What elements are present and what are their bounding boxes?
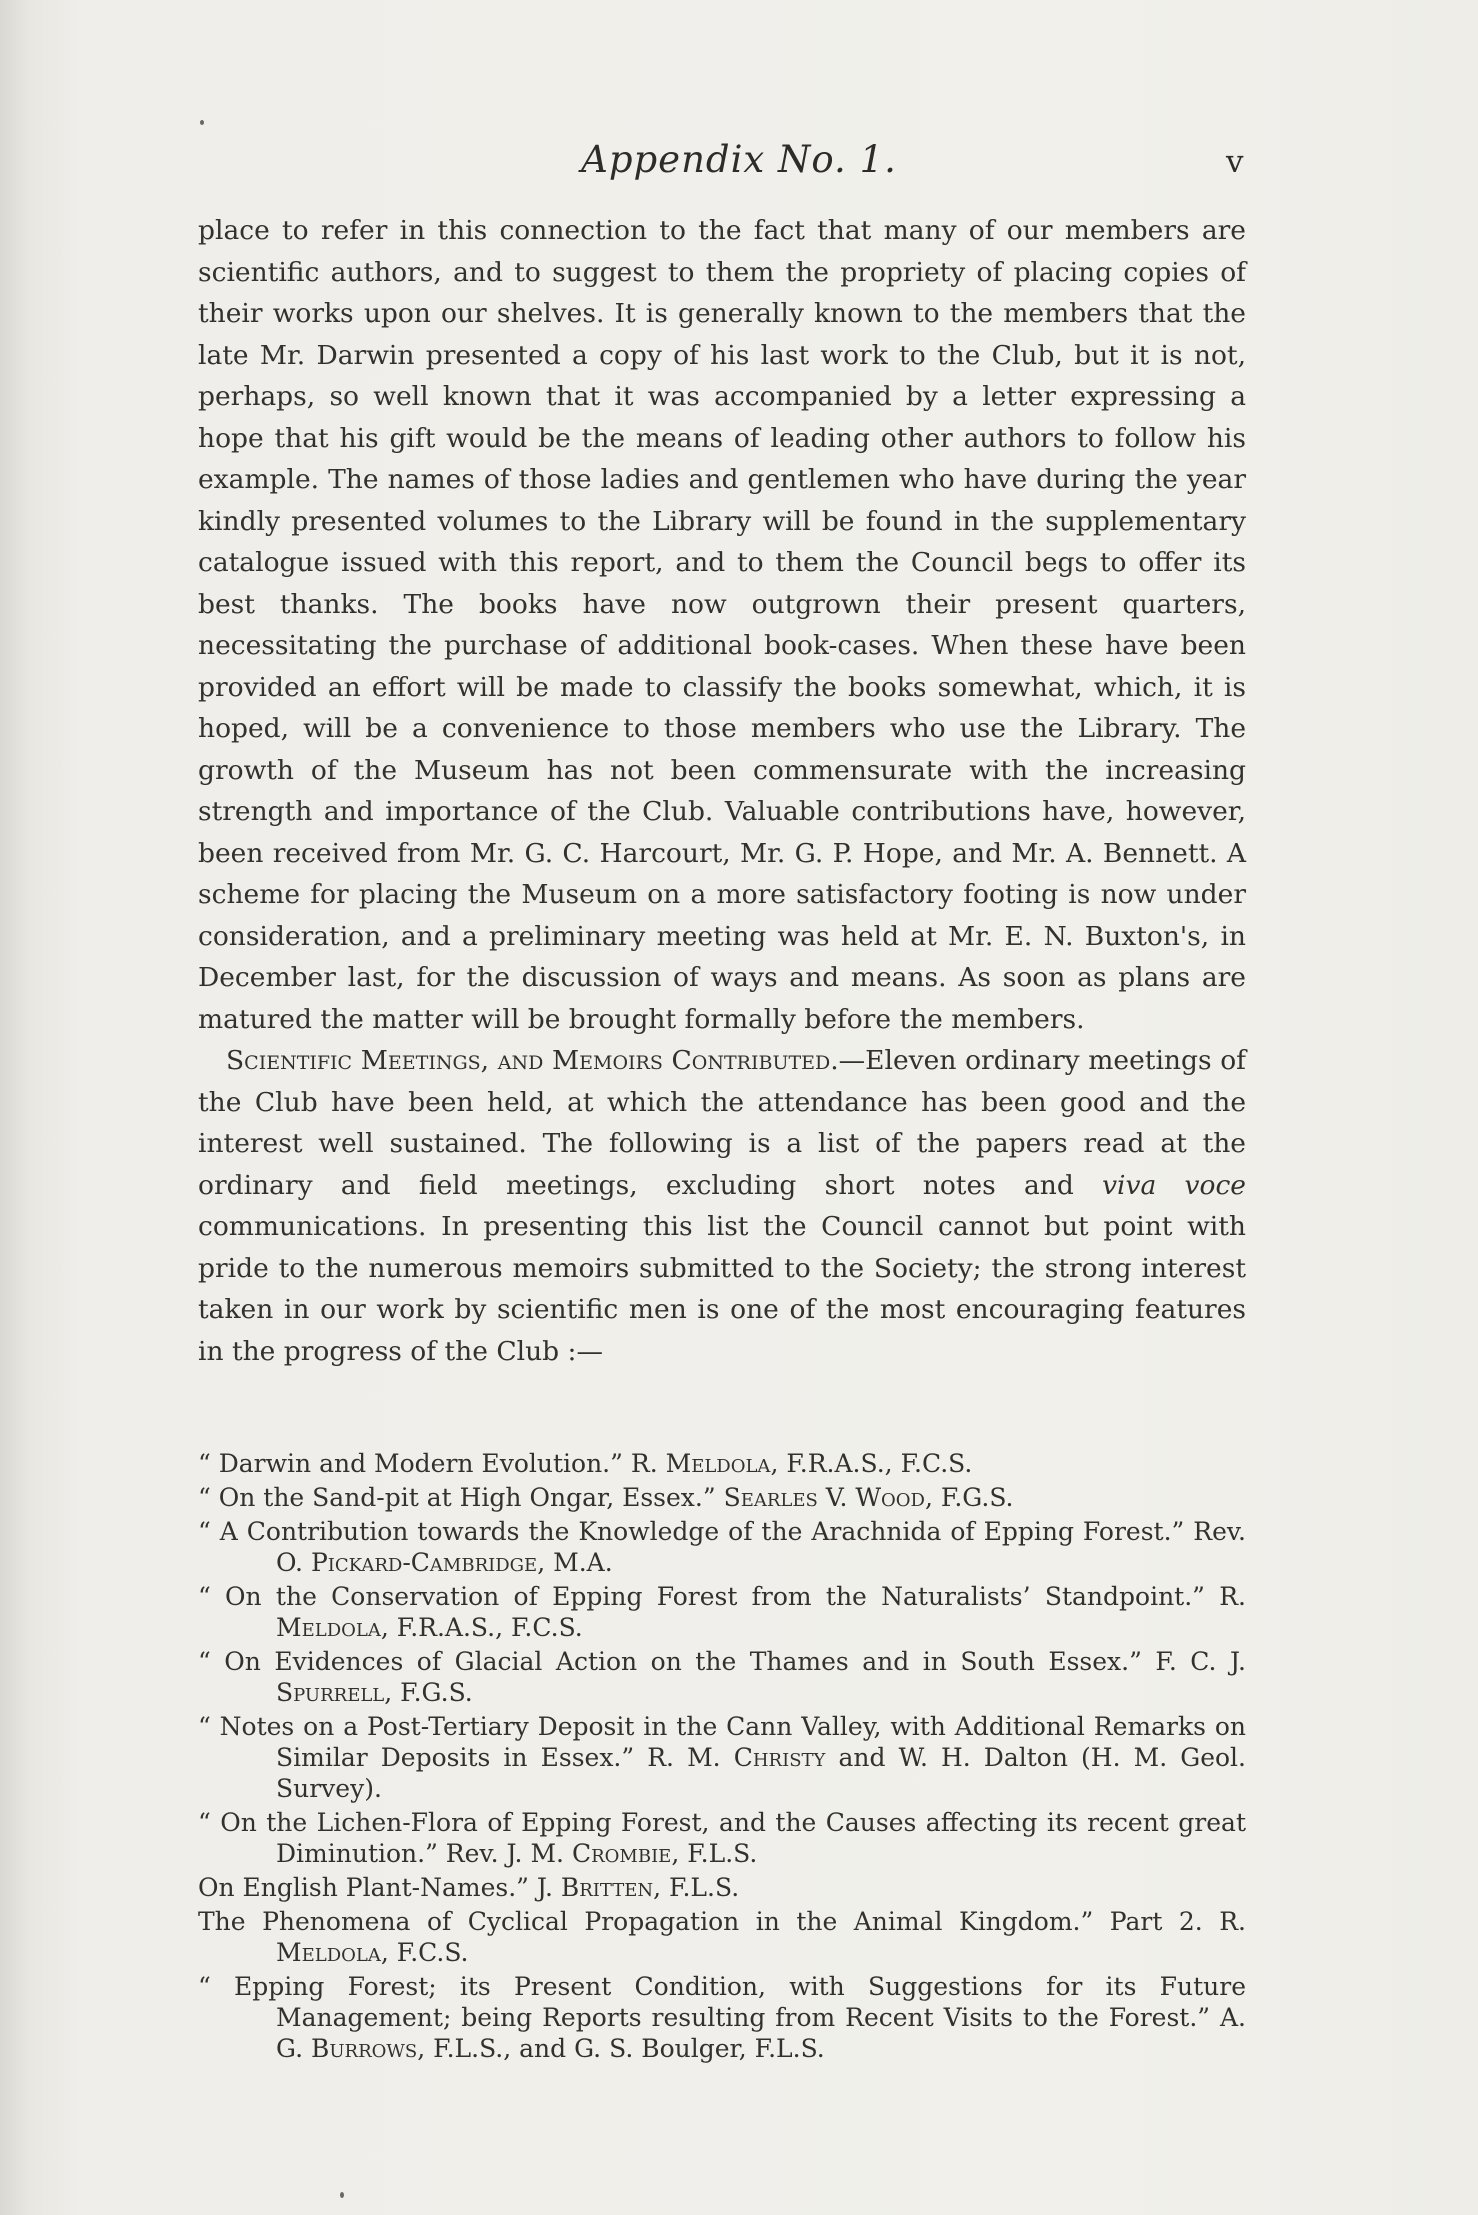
paper-author: Meldola [276, 1613, 381, 1642]
paper-title: “ A Contribution towards the Knowledge of the Arachnida of Epping Forest.” Rev. O. [198, 1517, 1246, 1577]
paper-title: “ Epping Forest; its Present Condition, with Suggestions for its Future Management; being Reports resulting from Recent Visits to the Forest.” A. G. [198, 1972, 1246, 2063]
paper-author: Britten [560, 1873, 654, 1902]
paper-credentials: , F.R.A.S., F.C.S. [770, 1449, 973, 1478]
body-text [198, 210, 1246, 1372]
paper-credentials: , F.C.S. [380, 1938, 469, 1967]
paper-entry [198, 1482, 1246, 1513]
running-head [0, 138, 1478, 188]
paper-title: “ On the Lichen-Flora of Epping Forest, and the Causes affecting its recent great Diminution.” Rev. J. M. [198, 1808, 1246, 1868]
paper-author: Crombie [571, 1839, 672, 1868]
paper-credentials: , F.G.S. [384, 1678, 473, 1707]
paper-credentials: , M.A. [537, 1548, 613, 1577]
paper-title: The Phenomena of Cyclical Propagation in the Animal Kingdom.” Part 2. R. [198, 1907, 1246, 1936]
paper-entry [198, 1448, 1246, 1479]
paragraph-text-part2: communications. In presenting this list the Council cannot but point with pride to the numerous memoirs submitted to the Society; the strong interest taken in our work by scientific men is one of the most encouraging features in the progress of the Club :— [198, 1211, 1246, 1367]
paper-author: R. Meldola [630, 1449, 771, 1478]
paper-entry [198, 1807, 1246, 1869]
paper-entry [198, 1971, 1246, 2064]
italic-phrase: viva voce [1102, 1169, 1246, 1201]
paper-credentials: , F.L.S. [671, 1839, 758, 1868]
paper-entry [198, 1516, 1246, 1578]
paragraph-scientific-meetings [198, 1040, 1246, 1372]
paper-credentials: , F.L.S., and G. S. Boulger, F.L.S. [417, 2034, 825, 2063]
paper-entry [198, 1872, 1246, 1903]
paper-credentials: , F.R.A.S., F.C.S. [380, 1613, 583, 1642]
paper-author: Christy [733, 1743, 826, 1772]
section-heading: Scientific Meetings, and Memoirs Contributed. [226, 1045, 839, 1076]
paper-title: On English Plant-Names.” J. [198, 1873, 553, 1902]
paper-entry [198, 1906, 1246, 1968]
paper-credentials: , F.L.S. [653, 1873, 740, 1902]
paragraph-library: place to refer in this connection to the fact that many of our members are scientific authors, and to suggest to them the propriety of placing copies of their works upon our shelves. It is generally known to the members that the late Mr. Darwin presented a copy of his last work to the Club, but it is not, perhaps, so well known that it was accompanied by a letter expressing a hope that his gift would be the means of leading other authors to follow his example. The names of those ladies and gentlemen who have during the year kindly presented volumes to the Library will be found in the supplementary catalogue issued with this report, and to them the Council begs to offer its best thanks. The books have now outgrown their present quarters, necessitating the purchase of additional book-cases. When these have been provided an effort will be made to classify the books somewhat, which, it is hoped, will be a convenience to those members who use the Library. The growth of the Museum has not been commensurate with the increasing strength and importance of the Club. Valuable contributions have, however, been received from Mr. G. C. Harcourt, Mr. G. P. Hope, and Mr. A. Bennett. A scheme for placing the Museum on a more satisfactory footing is now under consideration, and a preliminary meeting was held at Mr. E. N. Buxton's, in December last, for the discussion of ways and means. As soon as plans are matured the matter will be brought formally before the members. [198, 215, 1246, 1035]
paper-author: Pickard-Cambridge [310, 1548, 538, 1577]
paper-author: Searles V. Wood [723, 1483, 925, 1512]
paper-author: Burrows [310, 2034, 418, 2063]
paper-title: “ On Evidences of Glacial Action on the Thames and in South Essex.” F. C. J. [198, 1647, 1246, 1676]
paper-entry [198, 1646, 1246, 1708]
paper-credentials: , F.G.S. [925, 1483, 1014, 1512]
paper-entry [198, 1711, 1246, 1804]
paragraph-text-part1: —Eleven ordinary meetings of the Club have been held, at which the attendance has been good and the interest well sustained. The following is a list of the papers read at the ordinary and field meetings, excluding short notes and [198, 1045, 1246, 1201]
paper-credentials: and W. H. Dalton (H. M. Geol. Survey). [276, 1743, 1246, 1803]
paper-title: “ On the Conservation of Epping Forest from the Naturalists’ Standpoint.” R. [198, 1582, 1246, 1611]
paper-title: “ Darwin and Modern Evolution.” [198, 1449, 623, 1478]
paper-speck [340, 2192, 344, 2198]
paper-entry [198, 1581, 1246, 1643]
paper-author: Meldola [276, 1938, 381, 1967]
paper-title: “ On the Sand-pit at High Ongar, Essex.” [198, 1483, 716, 1512]
paper-author: Spurrell [276, 1678, 385, 1707]
running-head-title: Appendix No. 1. [581, 138, 897, 181]
papers-list [198, 1448, 1246, 2067]
paper-speck [200, 120, 204, 125]
page-number: v [1226, 144, 1244, 180]
paper-title: “ Notes on a Post-Tertiary Deposit in the Cann Valley, with Additional Remarks on Similar Deposits in Essex.” R. M. [198, 1712, 1246, 1772]
